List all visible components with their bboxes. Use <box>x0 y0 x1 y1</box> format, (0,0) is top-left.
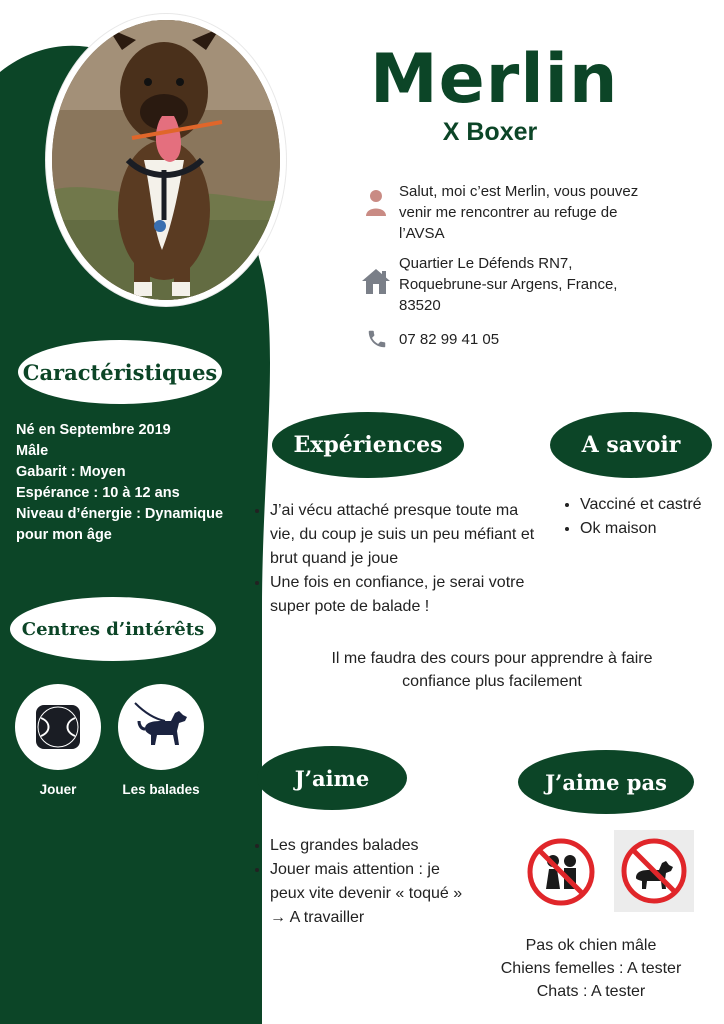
phone-icon <box>366 328 388 355</box>
dog-name: Merlin <box>370 40 619 119</box>
like-item: • Jouer mais attention : je peux vite devenir « toqué » → A travailler <box>270 858 475 930</box>
experience-item: • Une fois en confiance, je serai votre super pote de balade ! <box>270 571 540 619</box>
home-icon <box>360 266 392 301</box>
experiences-heading: Expériences <box>272 412 464 478</box>
like-item: • Les grandes balades <box>270 834 475 858</box>
a-savoir-item: • Ok maison <box>580 517 720 541</box>
dislike-line: Chiens femelles : A tester <box>500 960 682 977</box>
a-savoir-item: • Vacciné et castré <box>580 493 720 517</box>
characteristic-item: Gabarit : Moyen <box>16 464 126 480</box>
likes-list <box>250 834 475 930</box>
dislike-line: Pas ok chien mâle <box>525 937 657 954</box>
dislikes-notes <box>480 934 702 1003</box>
dog-walk-icon-circle <box>118 684 204 770</box>
ball-icon <box>35 704 81 750</box>
interest-label-jouer: Jouer <box>39 782 77 797</box>
contact-phone: 07 82 99 41 05 <box>399 331 500 348</box>
dog-photo <box>52 20 280 300</box>
experience-item: • J’ai vécu attaché presque toute ma vie, du coup je suis un peu méfiant et brut quand je joue <box>270 499 540 571</box>
interest-label-balades: Les balades <box>122 782 200 797</box>
contact-address: Quartier Le Défends RN7, Roquebrune-sur Argens, France, 83520 <box>399 255 618 314</box>
dog-walk-icon <box>131 699 191 755</box>
likes-heading: J’aime <box>257 746 407 810</box>
interests-heading: Centres d’intérêts <box>10 597 216 661</box>
contact-intro: Salut, moi c’est Merlin, vous pouvez venir me rencontrer au refuge de l’AVSA <box>399 183 639 242</box>
dog-breed: X Boxer <box>442 118 538 146</box>
characteristic-item: Mâle <box>16 443 49 459</box>
dislike-line: Chats : A tester <box>536 983 646 1000</box>
characteristics-list <box>16 420 246 546</box>
training-note: Il me faudra des cours pour apprendre à faire confiance plus facilement <box>331 650 653 690</box>
dislikes-heading: J’aime pas <box>518 750 694 814</box>
a-savoir-list <box>560 493 720 541</box>
a-savoir-heading: A savoir <box>550 412 712 478</box>
person-icon <box>364 188 388 223</box>
characteristic-item: Niveau d’énergie : Dynamique pour mon âge <box>16 506 224 543</box>
characteristics-heading: Caractéristiques <box>18 340 222 404</box>
no-dogs-icon <box>614 830 694 912</box>
experiences-list <box>250 499 540 619</box>
characteristic-item: Espérance : 10 à 12 ans <box>16 485 180 501</box>
ball-icon-circle <box>15 684 101 770</box>
no-children-icon <box>524 835 598 909</box>
characteristic-item: Né en Septembre 2019 <box>16 422 171 438</box>
